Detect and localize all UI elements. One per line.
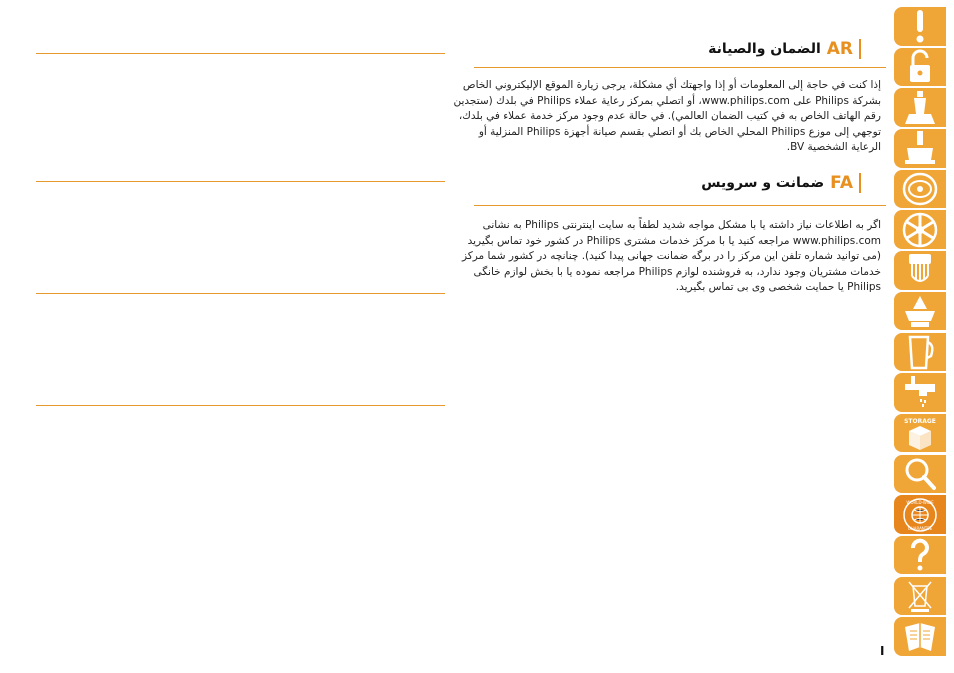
body-line: توجهي إلى موزع Philips المحلي الخاص بك أو اتصلي بقسم صيانة أجهزة Philips المنزلية أو <box>478 125 881 138</box>
section-header-ar <box>708 38 861 60</box>
body-line: الرعاية الشخصية BV. <box>786 141 881 154</box>
divider-line <box>474 205 886 206</box>
body-line: www.philips.com مراجعه كنيد يا با مركز خدمات مشترى Philips در كشور خود تماس بگيريد <box>467 234 881 247</box>
svg-text:WORLD-WIDE: WORLD-WIDE <box>906 499 934 505</box>
divider-line <box>36 181 445 182</box>
storage-box-icon <box>901 415 939 451</box>
divider-line <box>36 293 445 294</box>
blender-jar-icon <box>901 90 939 126</box>
tab-safety[interactable] <box>894 48 946 87</box>
tab-important[interactable] <box>894 7 946 46</box>
tab-guarantee[interactable] <box>894 495 946 534</box>
divider-line <box>36 405 445 406</box>
body-line: Philips يا حمايت شخصى وى بى تماس بگيريد. <box>675 281 881 294</box>
section-title: ضمانت و سرويس <box>701 175 825 191</box>
svg-text:GUARANTEE: GUARANTEE <box>907 525 933 531</box>
exclamation-icon <box>901 8 939 44</box>
chapter-tab-sidebar <box>894 7 946 658</box>
body-line: خدمات مشتريان وجود ندارد، به فروشنده لوازم Philips مراجعه نموده يا با بخش لوازم خانگى <box>473 265 881 278</box>
tab-jug[interactable] <box>894 333 946 372</box>
slicing-disc-icon <box>901 171 939 207</box>
page-number: I <box>880 644 885 658</box>
divider-line <box>474 67 886 68</box>
tab-faq[interactable] <box>894 536 946 575</box>
jug-icon <box>901 334 939 370</box>
chopper-bowl-icon <box>901 130 939 166</box>
tab-slicing-disc[interactable] <box>894 170 946 209</box>
world-wide-guarantee-icon <box>901 497 939 533</box>
tab-whisk[interactable] <box>894 251 946 290</box>
tab-chopper[interactable] <box>894 129 946 168</box>
question-mark-icon <box>901 537 939 573</box>
tap-water-icon <box>901 374 939 410</box>
svg-text:STORAGE: STORAGE <box>904 418 936 426</box>
unlocked-padlock-icon <box>901 49 939 85</box>
tab-cleaning[interactable] <box>894 373 946 412</box>
magnifier-icon <box>901 456 939 492</box>
citrus-press-icon <box>901 293 939 329</box>
section-title: الضمان والصيانة <box>708 41 821 57</box>
tab-search[interactable] <box>894 455 946 494</box>
crossed-out-bin-icon <box>901 578 939 614</box>
tab-manual[interactable] <box>894 617 946 656</box>
section-body-fa <box>461 218 881 296</box>
section-body-ar <box>453 78 881 156</box>
body-line: (مى توانيد شماره تلفن اين مركز را در برگه ضمانت جهانى پيدا كنيد). چنانچه در كشور شما مركز <box>461 250 881 263</box>
language-code: FA <box>830 173 861 193</box>
tab-shredding-disc[interactable] <box>894 210 946 249</box>
body-line: بشركة Philips على www.philips.com، أو اتصلي بمركز رعاية عملاء Philips في بلدك (ستجدين <box>453 94 881 107</box>
tab-environment[interactable] <box>894 577 946 616</box>
body-line: إذا كنت في حاجة إلى المعلومات أو إذا واجهتك أي مشكلة، يرجى زيارة الموقع الإليكتروني الخاص <box>462 79 881 91</box>
body-line: اگر به اطلاعات نياز داشته يا با مشكل مواجه شديد لطفاً به سايت اينترنتى Philips به نشانى <box>482 219 881 231</box>
tab-citrus-press[interactable] <box>894 292 946 331</box>
shredding-disc-icon <box>901 212 939 248</box>
language-code: AR <box>827 39 861 59</box>
manual-book-icon <box>901 619 939 655</box>
divider-line <box>36 53 445 54</box>
tab-blender[interactable] <box>894 88 946 127</box>
section-header-fa <box>701 172 861 194</box>
tab-storage[interactable] <box>894 414 946 453</box>
whisk-icon <box>901 252 939 288</box>
body-line: رقم الهاتف الخاص به في كتيب الضمان العالمي). في حالة عدم وجود مركز خدمة عملاء في بلدك، <box>458 110 881 123</box>
